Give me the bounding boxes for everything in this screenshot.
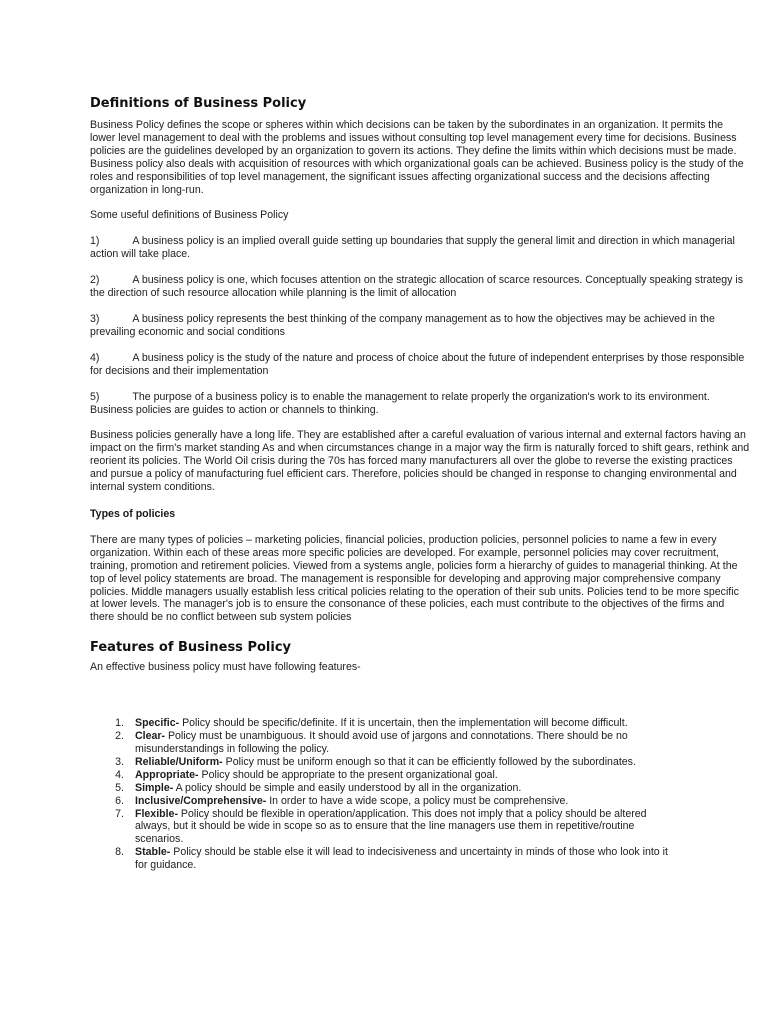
- definition-number: 1): [90, 235, 100, 248]
- definition-item: [90, 391, 750, 417]
- feature-term: Simple-: [135, 781, 174, 794]
- definition-item: [90, 274, 750, 300]
- feature-number: 3.: [115, 755, 124, 768]
- feature-text: Policy should be stable else it will lead to indecisiveness and uncertainty in minds of those who look into it for guidance.: [135, 846, 668, 872]
- definition-text: A business policy is the study of the nature and process of choice about the future of independent enterprises by those responsible for decisions and their implementation: [90, 351, 745, 377]
- feature-number: 7.: [115, 807, 124, 820]
- definition-item: [90, 313, 750, 339]
- feature-text: Policy should be specific/definite. If it is uncertain, then the implementation will become difficult.: [179, 717, 628, 730]
- feature-text: Policy must be uniform enough so that it can be efficiently followed by the subordinates.: [222, 755, 636, 768]
- feature-item: [90, 846, 750, 872]
- types-heading: Types of policies: [90, 507, 176, 520]
- feature-text: Policy should be flexible in operation/application. This does not imply that a policy should be altered always, but it should be wide in scope so as to ensure that the line managers use them in repetitive/routine scenarios.: [135, 807, 647, 846]
- feature-item: [90, 717, 750, 730]
- section-title-definitions: Definitions of Business Policy: [90, 96, 307, 111]
- definition-item: [90, 352, 750, 378]
- feature-item: [90, 782, 750, 795]
- feature-item: [90, 730, 750, 756]
- definition-text: A business policy is one, which focuses attention on the strategic allocation of scarce resources. Conceptually speaking strategy is the direction of such resource allocation while planning is the limit of allocation: [90, 274, 744, 300]
- feature-term: Specific-: [135, 717, 180, 730]
- feature-term: Inclusive/Comprehensive-: [135, 794, 267, 807]
- definition-text: The purpose of a business policy is to enable the management to relate properly the organization's work to its environment. Business policies are guides to action or channels to thinking.: [90, 390, 710, 416]
- feature-term: Appropriate-: [135, 768, 199, 781]
- feature-number: 6.: [115, 794, 124, 807]
- feature-item: [90, 795, 750, 808]
- definition-number: 3): [90, 312, 100, 325]
- definition-number: 2): [90, 274, 100, 287]
- definition-number: 5): [90, 390, 100, 403]
- feature-number: 5.: [115, 781, 124, 794]
- intro-paragraph: Business Policy defines the scope or spheres within which decisions can be taken by the subordinates in an organization. It permits the lower level management to deal with the problems and issues without consulting top level management every time for decisions. Business policies are the guidelines developed by an organization to govern its actions. They define the limits within which decisions must be made. Business policy also deals with acquisition of resources with which organizational goals can be achieved. Business policy is the study of the roles and responsibilities of top level management, the significant issues affecting organizational success and the decisions affecting organization in long-run.: [90, 119, 744, 196]
- feature-item: [90, 756, 750, 769]
- definition-text: A business policy represents the best thinking of the company management as to how the objectives may be achieved in the prevailing economic and social conditions: [90, 312, 715, 338]
- feature-text: In order to have a wide scope, a policy must be comprehensive.: [266, 794, 569, 807]
- feature-item: [90, 769, 750, 782]
- section-title-features: Features of Business Policy: [90, 640, 291, 656]
- document-content: [90, 96, 750, 872]
- feature-term: Stable-: [135, 846, 171, 859]
- feature-term: Clear-: [135, 730, 166, 743]
- useful-definitions-heading: Some useful definitions of Business Policy: [90, 209, 289, 222]
- features-intro: An effective business policy must have following features-: [90, 661, 361, 674]
- types-paragraph: There are many types of policies – marketing policies, financial policies, production policies, personnel policies to name a few in every organization. Within each of these areas more specific policies are developed. For example, personnel policies may cover recruitment, training, promotion and retirement policies. Viewed from a systems angle, policies form a hierarchy of guides to managerial thinking. At the top of level policy statements are broad. The management is responsible for developing and approving major comprehensive company policies. Middle managers usually establish less critical policies relating to the operation of their sub units. Policies tend to be more specific at lower levels. The manager's job is to ensure the consonance of these policies, each must contribute to the objectives of the firms and there should be no conflict between sub system policies: [90, 533, 739, 624]
- feature-term: Reliable/Uniform-: [135, 755, 223, 768]
- definition-number: 4): [90, 351, 100, 364]
- feature-term: Flexible-: [135, 807, 178, 820]
- long-life-paragraph: Business policies generally have a long life. They are established after a careful evaluation of various internal and external factors having an impact on the firm's market standing As and when circumstances change in a major way the firm is naturally forced to shift gears, rethink and reorient its policies. The World Oil crisis during the 70s has forced many manufacturers all over the globe to reverse the existing practices and pursue a policy of manufacturing fuel efficient cars. Therefore, policies should be changed in response to changing environmental and internal system conditions.: [90, 429, 750, 494]
- definition-text: A business policy is an implied overall guide setting up boundaries that supply the general limit and direction in which managerial action will take place.: [90, 235, 735, 261]
- feature-text: Policy should be appropriate to the present organizational goal.: [198, 768, 498, 781]
- feature-number: 2.: [115, 730, 124, 743]
- feature-item: [90, 808, 750, 847]
- feature-text: A policy should be simple and easily understood by all in the organization.: [173, 781, 522, 794]
- feature-number: 4.: [115, 768, 124, 781]
- feature-number: 8.: [115, 846, 124, 859]
- features-list: [90, 717, 750, 872]
- definition-item: [90, 235, 750, 261]
- feature-number: 1.: [115, 717, 124, 730]
- feature-text: Policy must be unambiguous. It should avoid use of jargons and connotations. There should be no misunderstandings in following the policy.: [135, 730, 628, 755]
